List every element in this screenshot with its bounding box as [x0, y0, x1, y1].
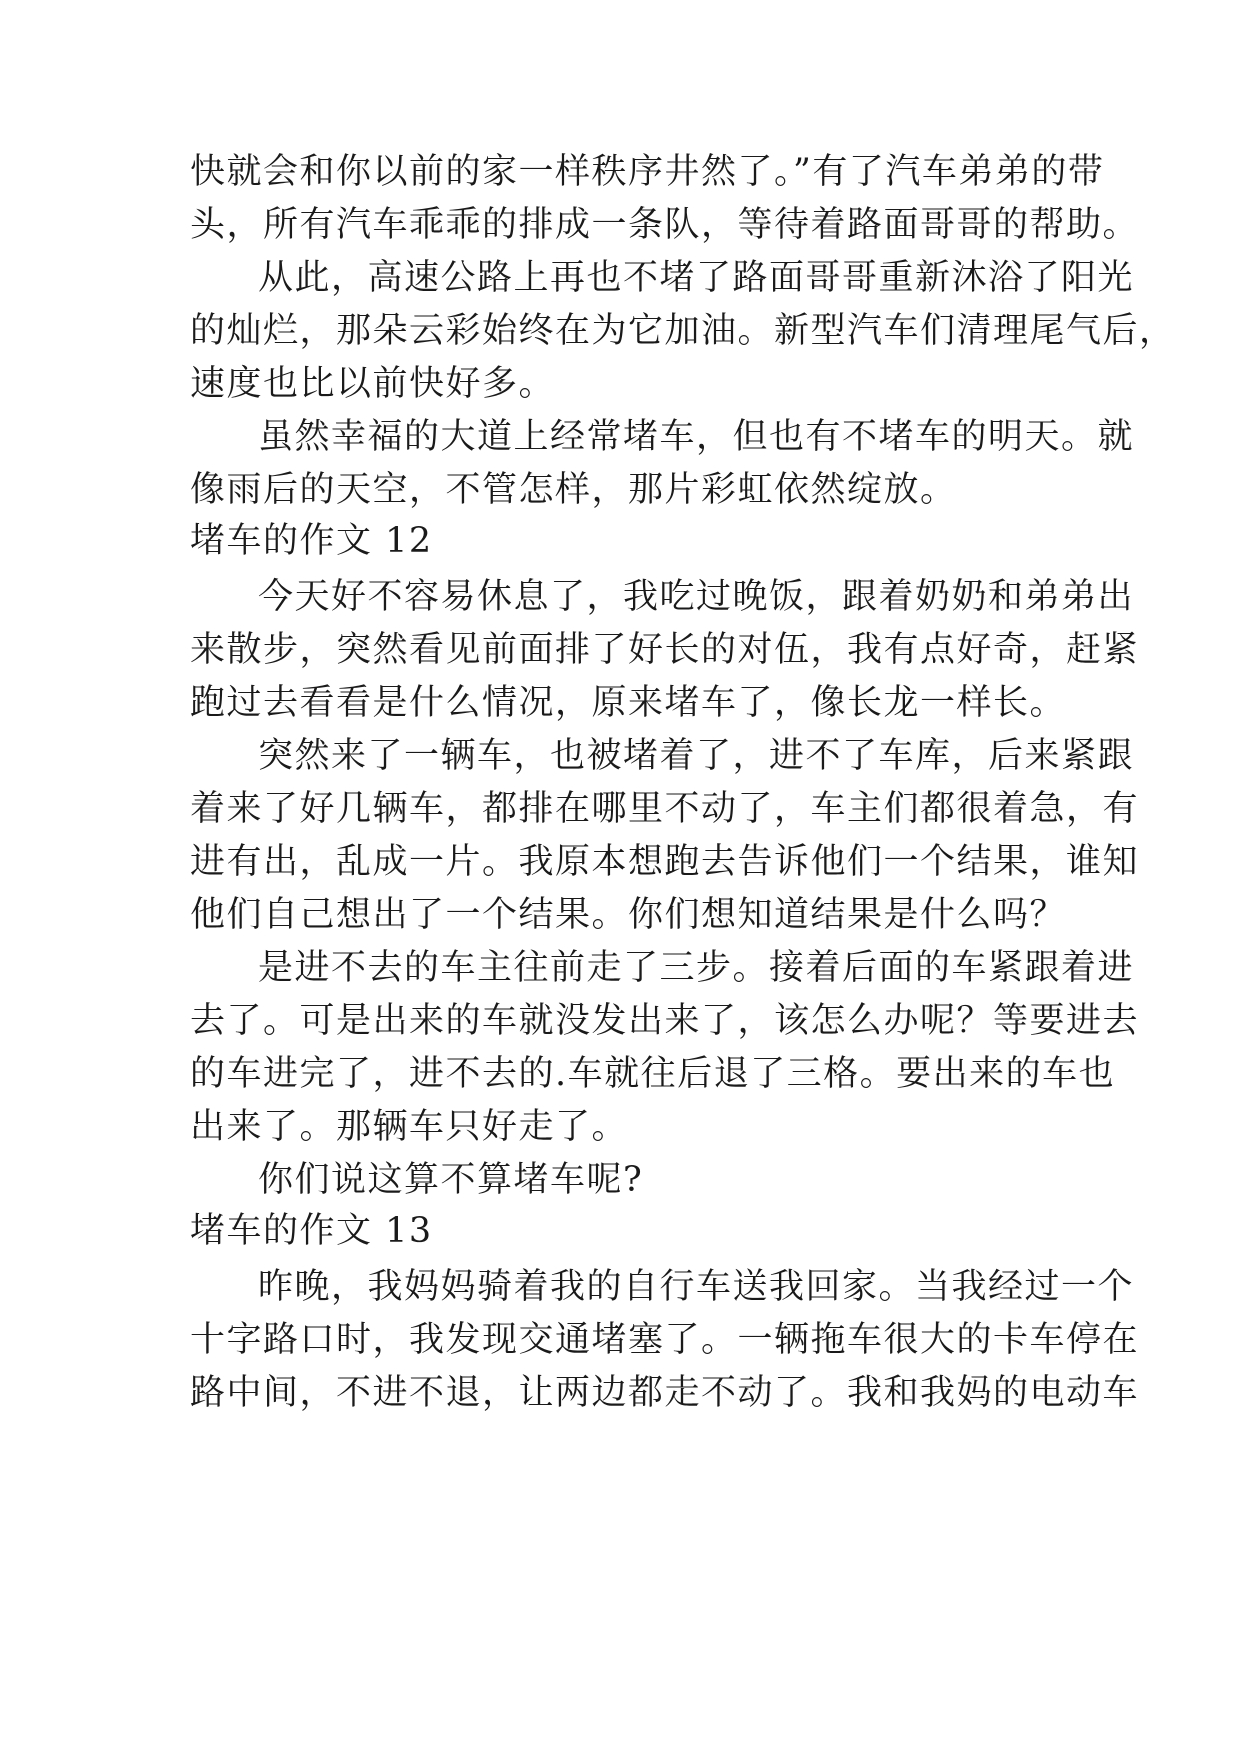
- paragraph-line: 去了。可是出来的车就没发出来了，该怎么办呢？等要进去: [190, 1001, 1140, 1041]
- paragraph-line: 虽然幸福的大道上经常堵车，但也有不堵车的明天。就: [258, 417, 1135, 457]
- paragraph-line: 来散步，突然看见前面排了好长的对伍，我有点好奇，赶紧: [190, 630, 1140, 670]
- paragraph-line: 路中间，不进不退，让两边都走不动了。我和我妈的电动车: [190, 1373, 1140, 1413]
- paragraph-line: 的车进完了，进不去的.车就往后退了三格。要出来的车也: [190, 1054, 1116, 1094]
- paragraph-line: 的灿烂，那朵云彩始终在为它加油。新型汽车们清理尾气后，: [190, 311, 1176, 351]
- paragraph-line: 昨晚，我妈妈骑着我的自行车送我回家。当我经过一个: [258, 1267, 1135, 1307]
- paragraph-line: 突然来了一辆车，也被堵着了，进不了车库，后来紧跟: [258, 736, 1135, 776]
- paragraph-line: 十字路口时，我发现交通堵塞了。一辆拖车很大的卡车停在: [190, 1320, 1140, 1360]
- paragraph-line: 头，所有汽车乖乖的排成一条队，等待着路面哥哥的帮助。: [190, 205, 1140, 245]
- paragraph-line: 跑过去看看是什么情况，原来堵车了，像长龙一样长。: [190, 683, 1067, 723]
- paragraph-line: 他们自己想出了一个结果。你们想知道结果是什么吗？: [190, 895, 1067, 935]
- section-heading: 堵车的作文 13: [190, 1211, 433, 1251]
- paragraph-line: 像雨后的天空，不管怎样，那片彩虹依然绽放。: [190, 470, 957, 510]
- paragraph-line: 着来了好几辆车，都排在哪里不动了，车主们都很着急，有: [190, 789, 1140, 829]
- paragraph-line: 速度也比以前快好多。: [190, 364, 556, 404]
- paragraph-line: 从此，高速公路上再也不堵了路面哥哥重新沐浴了阳光: [258, 258, 1135, 298]
- paragraph-line: 进有出，乱成一片。我原本想跑去告诉他们一个结果，谁知: [190, 842, 1140, 882]
- paragraph-line: 今天好不容易休息了，我吃过晚饭，跟着奶奶和弟弟出: [258, 577, 1135, 617]
- section-heading: 堵车的作文 12: [190, 521, 433, 561]
- paragraph-line: 快就会和你以前的家一样秩序井然了。”有了汽车弟弟的带: [190, 152, 1105, 192]
- paragraph-line: 出来了。那辆车只好走了。: [190, 1107, 629, 1147]
- paragraph-line: 你们说这算不算堵车呢?: [258, 1160, 644, 1200]
- paragraph-line: 是进不去的车主往前走了三步。接着后面的车紧跟着进: [258, 948, 1135, 988]
